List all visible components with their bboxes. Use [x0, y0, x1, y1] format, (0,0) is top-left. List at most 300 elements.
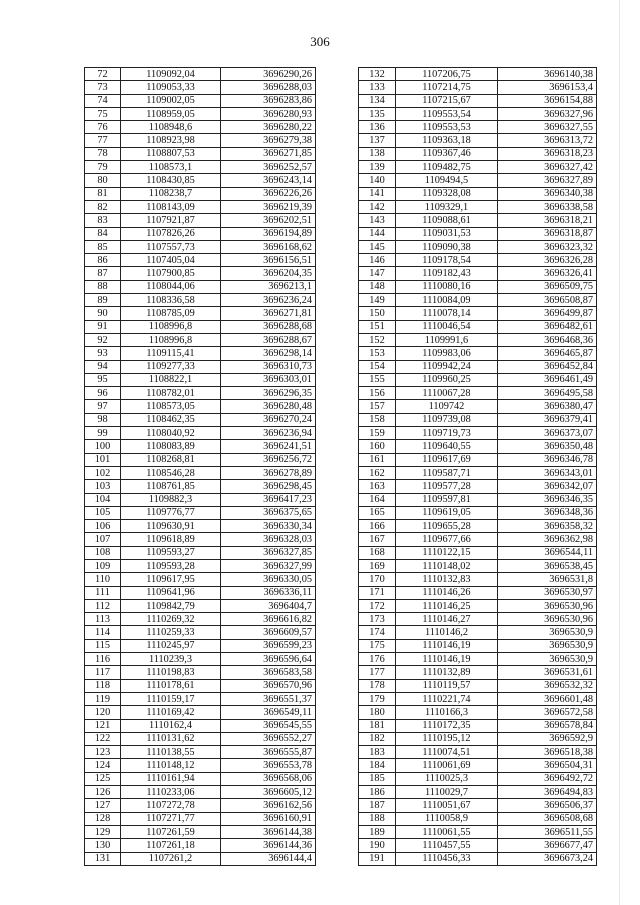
y-coordinate-cell: 3696375,65	[221, 506, 316, 519]
x-coordinate-cell: 1109363,18	[396, 134, 498, 147]
point-number-cell: 164	[359, 493, 396, 506]
point-number-cell: 144	[359, 227, 396, 240]
table-row	[359, 480, 597, 493]
table-row	[85, 347, 316, 360]
y-coordinate-cell: 3696283,86	[221, 94, 316, 107]
point-number-cell: 180	[359, 706, 396, 719]
x-coordinate-cell: 1108782,01	[121, 387, 221, 400]
table-row	[85, 413, 316, 426]
y-coordinate-cell: 3696298,14	[221, 347, 316, 360]
y-coordinate-cell: 3696226,26	[221, 187, 316, 200]
table-row	[85, 333, 316, 346]
x-coordinate-cell: 1108143,09	[121, 200, 221, 213]
table-row	[85, 360, 316, 373]
table-row	[359, 666, 597, 679]
point-number-cell: 115	[85, 639, 121, 652]
point-number-cell: 177	[359, 666, 396, 679]
table-row	[85, 440, 316, 453]
x-coordinate-cell: 1109776,77	[121, 506, 221, 519]
point-number-cell: 181	[359, 719, 396, 732]
x-coordinate-cell: 1109597,81	[396, 493, 498, 506]
point-number-cell: 116	[85, 653, 121, 666]
point-number-cell: 179	[359, 692, 396, 705]
y-coordinate-cell: 3696327,42	[498, 161, 597, 174]
x-coordinate-cell: 1109842,79	[121, 599, 221, 612]
point-number-cell: 75	[85, 107, 121, 120]
y-coordinate-cell: 3696468,36	[498, 333, 597, 346]
point-number-cell: 96	[85, 387, 121, 400]
point-number-cell: 186	[359, 786, 396, 799]
y-coordinate-cell: 3696530,9	[498, 626, 597, 639]
y-coordinate-cell: 3696404,7	[221, 599, 316, 612]
y-coordinate-cell: 3696144,38	[221, 825, 316, 838]
table-row	[359, 453, 597, 466]
table-row	[85, 599, 316, 612]
x-coordinate-cell: 1109960,25	[396, 373, 498, 386]
x-coordinate-cell: 1110233,06	[121, 786, 221, 799]
x-coordinate-cell: 1108083,89	[121, 440, 221, 453]
table-row	[85, 400, 316, 413]
point-number-cell: 142	[359, 200, 396, 213]
y-coordinate-cell: 3696518,38	[498, 746, 597, 759]
table-row	[85, 706, 316, 719]
table-row	[359, 294, 597, 307]
y-coordinate-cell: 3696346,78	[498, 453, 597, 466]
point-number-cell: 82	[85, 200, 121, 213]
table-row	[359, 639, 597, 652]
point-number-cell: 84	[85, 227, 121, 240]
point-number-cell: 120	[85, 706, 121, 719]
y-coordinate-cell: 3696530,9	[498, 639, 597, 652]
x-coordinate-cell: 1107272,78	[121, 799, 221, 812]
table-row	[359, 692, 597, 705]
y-coordinate-cell: 3696310,73	[221, 360, 316, 373]
point-number-cell: 190	[359, 839, 396, 852]
y-coordinate-cell: 3696508,87	[498, 294, 597, 307]
y-coordinate-cell: 3696461,49	[498, 373, 597, 386]
point-number-cell: 93	[85, 347, 121, 360]
x-coordinate-cell: 1107405,04	[121, 254, 221, 267]
x-coordinate-cell: 1108948,6	[121, 121, 221, 134]
x-coordinate-cell: 1109593,27	[121, 546, 221, 559]
point-number-cell: 158	[359, 413, 396, 426]
table-row	[359, 68, 597, 81]
table-row	[85, 466, 316, 479]
table-row	[359, 161, 597, 174]
x-coordinate-cell: 1109617,95	[121, 573, 221, 586]
point-number-cell: 102	[85, 466, 121, 479]
table-row	[85, 227, 316, 240]
x-coordinate-cell: 1109617,69	[396, 453, 498, 466]
point-number-cell: 143	[359, 214, 396, 227]
table-row	[85, 559, 316, 572]
x-coordinate-cell: 1110146,19	[396, 653, 498, 666]
point-number-cell: 166	[359, 520, 396, 533]
table-row	[359, 121, 597, 134]
point-number-cell: 127	[85, 799, 121, 812]
table-row	[85, 373, 316, 386]
table-row	[359, 373, 597, 386]
table-row	[85, 387, 316, 400]
table-row	[85, 294, 316, 307]
table-row	[85, 81, 316, 94]
point-number-cell: 145	[359, 240, 396, 253]
x-coordinate-cell: 1107206,75	[396, 68, 498, 81]
y-coordinate-cell: 3696144,36	[221, 839, 316, 852]
table-row	[85, 666, 316, 679]
point-number-cell: 76	[85, 121, 121, 134]
point-number-cell: 169	[359, 559, 396, 572]
x-coordinate-cell: 1110259,33	[121, 626, 221, 639]
x-coordinate-cell: 1110245,97	[121, 639, 221, 652]
x-coordinate-cell: 1107214,75	[396, 81, 498, 94]
x-coordinate-cell: 1110169,42	[121, 706, 221, 719]
x-coordinate-cell: 1108573,05	[121, 400, 221, 413]
x-coordinate-cell: 1109991,6	[396, 333, 498, 346]
x-coordinate-cell: 1109618,89	[121, 533, 221, 546]
table-row	[359, 839, 597, 852]
y-coordinate-cell: 3696544,11	[498, 546, 597, 559]
point-number-cell: 113	[85, 613, 121, 626]
x-coordinate-cell: 1110198,83	[121, 666, 221, 679]
x-coordinate-cell: 1110456,33	[396, 852, 498, 865]
y-coordinate-cell: 3696327,89	[498, 174, 597, 187]
point-number-cell: 94	[85, 360, 121, 373]
point-number-cell: 157	[359, 400, 396, 413]
y-coordinate-cell: 3696532,32	[498, 679, 597, 692]
point-number-cell: 161	[359, 453, 396, 466]
y-coordinate-cell: 3696452,84	[498, 360, 597, 373]
y-coordinate-cell: 3696373,07	[498, 427, 597, 440]
y-coordinate-cell: 3696290,26	[221, 68, 316, 81]
table-row	[359, 719, 597, 732]
table-row	[359, 360, 597, 373]
y-coordinate-cell: 3696202,51	[221, 214, 316, 227]
y-coordinate-cell: 3696530,96	[498, 613, 597, 626]
x-coordinate-cell: 1107921,87	[121, 214, 221, 227]
table-row	[85, 94, 316, 107]
y-coordinate-cell: 3696552,27	[221, 732, 316, 745]
y-coordinate-cell: 3696578,84	[498, 719, 597, 732]
x-coordinate-cell: 1110131,62	[121, 732, 221, 745]
y-coordinate-cell: 3696417,23	[221, 493, 316, 506]
x-coordinate-cell: 1110221,74	[396, 692, 498, 705]
x-coordinate-cell: 1109494,5	[396, 174, 498, 187]
point-number-cell: 92	[85, 333, 121, 346]
x-coordinate-cell: 1108807,53	[121, 147, 221, 160]
y-coordinate-cell: 3696530,9	[498, 653, 597, 666]
table-row	[359, 520, 597, 533]
y-coordinate-cell: 3696492,72	[498, 772, 597, 785]
table-row	[359, 732, 597, 745]
point-number-cell: 188	[359, 812, 396, 825]
y-coordinate-cell: 3696162,56	[221, 799, 316, 812]
x-coordinate-cell: 1109983,06	[396, 347, 498, 360]
table-row	[85, 533, 316, 546]
table-row	[359, 320, 597, 333]
x-coordinate-cell: 1108238,7	[121, 187, 221, 200]
point-number-cell: 73	[85, 81, 121, 94]
table-row	[85, 427, 316, 440]
point-number-cell: 132	[359, 68, 396, 81]
y-coordinate-cell: 3696327,55	[498, 121, 597, 134]
x-coordinate-cell: 1109115,41	[121, 347, 221, 360]
point-number-cell: 176	[359, 653, 396, 666]
table-row	[359, 825, 597, 838]
x-coordinate-cell: 1108336,58	[121, 294, 221, 307]
table-row	[359, 214, 597, 227]
point-number-cell: 178	[359, 679, 396, 692]
point-number-cell: 85	[85, 240, 121, 253]
y-coordinate-cell: 3696327,85	[221, 546, 316, 559]
y-coordinate-cell: 3696153,4	[498, 81, 597, 94]
y-coordinate-cell: 3696570,96	[221, 679, 316, 692]
table-row	[359, 400, 597, 413]
table-row	[85, 639, 316, 652]
y-coordinate-cell: 3696270,24	[221, 413, 316, 426]
table-row	[359, 613, 597, 626]
y-coordinate-cell: 3696545,55	[221, 719, 316, 732]
y-coordinate-cell: 3696616,82	[221, 613, 316, 626]
table-row	[359, 227, 597, 240]
x-coordinate-cell: 1108546,28	[121, 466, 221, 479]
table-row	[85, 240, 316, 253]
x-coordinate-cell: 1109630,91	[121, 520, 221, 533]
y-coordinate-cell: 3696531,8	[498, 573, 597, 586]
x-coordinate-cell: 1107900,85	[121, 267, 221, 280]
y-coordinate-cell: 3696583,58	[221, 666, 316, 679]
y-coordinate-cell: 3696592,9	[498, 732, 597, 745]
table-row	[359, 786, 597, 799]
table-row	[85, 653, 316, 666]
point-number-cell: 160	[359, 440, 396, 453]
x-coordinate-cell: 1109090,38	[396, 240, 498, 253]
point-number-cell: 136	[359, 121, 396, 134]
y-coordinate-cell: 3696605,12	[221, 786, 316, 799]
x-coordinate-cell: 1110061,69	[396, 759, 498, 772]
point-number-cell: 119	[85, 692, 121, 705]
y-coordinate-cell: 3696530,96	[498, 599, 597, 612]
table-row	[359, 679, 597, 692]
table-row	[359, 852, 597, 865]
x-coordinate-cell: 1108040,92	[121, 427, 221, 440]
table-row	[85, 107, 316, 120]
table-row	[359, 586, 597, 599]
y-coordinate-cell: 3696506,37	[498, 799, 597, 812]
x-coordinate-cell: 1108268,81	[121, 453, 221, 466]
table-row	[359, 772, 597, 785]
x-coordinate-cell: 1110132,83	[396, 573, 498, 586]
point-number-cell: 133	[359, 81, 396, 94]
y-coordinate-cell: 3696327,96	[498, 107, 597, 120]
table-row	[85, 546, 316, 559]
point-number-cell: 149	[359, 294, 396, 307]
point-number-cell: 155	[359, 373, 396, 386]
table-row	[85, 68, 316, 81]
y-coordinate-cell: 3696549,11	[221, 706, 316, 719]
table-row	[85, 786, 316, 799]
y-coordinate-cell: 3696553,78	[221, 759, 316, 772]
y-coordinate-cell: 3696346,35	[498, 493, 597, 506]
y-coordinate-cell: 3696318,23	[498, 147, 597, 160]
x-coordinate-cell: 1110119,57	[396, 679, 498, 692]
table-row	[359, 107, 597, 120]
x-coordinate-cell: 1109182,43	[396, 267, 498, 280]
y-coordinate-cell: 3696495,58	[498, 387, 597, 400]
y-coordinate-cell: 3696278,89	[221, 466, 316, 479]
y-coordinate-cell: 3696538,45	[498, 559, 597, 572]
y-coordinate-cell: 3696271,85	[221, 147, 316, 160]
x-coordinate-cell: 1108044,06	[121, 280, 221, 293]
table-row	[85, 280, 316, 293]
y-coordinate-cell: 3696280,22	[221, 121, 316, 134]
table-row	[85, 453, 316, 466]
point-number-cell: 111	[85, 586, 121, 599]
point-number-cell: 154	[359, 360, 396, 373]
point-number-cell: 103	[85, 480, 121, 493]
y-coordinate-cell: 3696154,88	[498, 94, 597, 107]
y-coordinate-cell: 3696494,83	[498, 786, 597, 799]
table-row	[85, 613, 316, 626]
point-number-cell: 135	[359, 107, 396, 120]
table-row	[359, 559, 597, 572]
point-number-cell: 139	[359, 161, 396, 174]
point-number-cell: 138	[359, 147, 396, 160]
point-number-cell: 168	[359, 546, 396, 559]
table-row	[359, 267, 597, 280]
table-row	[85, 772, 316, 785]
x-coordinate-cell: 1110457,55	[396, 839, 498, 852]
table-row	[85, 799, 316, 812]
table-row	[359, 147, 597, 160]
point-number-cell: 183	[359, 746, 396, 759]
point-number-cell: 150	[359, 307, 396, 320]
y-coordinate-cell: 3696280,93	[221, 107, 316, 120]
table-row	[359, 254, 597, 267]
y-coordinate-cell: 3696326,28	[498, 254, 597, 267]
table-row	[85, 719, 316, 732]
x-coordinate-cell: 1109882,3	[121, 493, 221, 506]
x-coordinate-cell: 1109577,28	[396, 480, 498, 493]
x-coordinate-cell: 1110080,16	[396, 280, 498, 293]
y-coordinate-cell: 3696298,45	[221, 480, 316, 493]
y-coordinate-cell: 3696140,38	[498, 68, 597, 81]
x-coordinate-cell: 1108923,98	[121, 134, 221, 147]
point-number-cell: 81	[85, 187, 121, 200]
table-row	[85, 839, 316, 852]
point-number-cell: 140	[359, 174, 396, 187]
table-row	[85, 254, 316, 267]
table-row	[85, 506, 316, 519]
y-coordinate-cell: 3696336,11	[221, 586, 316, 599]
table-row	[85, 825, 316, 838]
point-number-cell: 101	[85, 453, 121, 466]
x-coordinate-cell: 1109553,54	[396, 107, 498, 120]
point-number-cell: 147	[359, 267, 396, 280]
point-number-cell: 72	[85, 68, 121, 81]
point-number-cell: 122	[85, 732, 121, 745]
point-number-cell: 91	[85, 320, 121, 333]
y-coordinate-cell: 3696482,61	[498, 320, 597, 333]
y-coordinate-cell: 3696340,38	[498, 187, 597, 200]
point-number-cell: 88	[85, 280, 121, 293]
y-coordinate-cell: 3696330,34	[221, 520, 316, 533]
table-row	[85, 573, 316, 586]
table-row	[359, 187, 597, 200]
y-coordinate-cell: 3696508,68	[498, 812, 597, 825]
y-coordinate-cell: 3696194,89	[221, 227, 316, 240]
point-number-cell: 171	[359, 586, 396, 599]
x-coordinate-cell: 1107261,59	[121, 825, 221, 838]
x-coordinate-cell: 1108462,35	[121, 413, 221, 426]
y-coordinate-cell: 3696243,14	[221, 174, 316, 187]
y-coordinate-cell: 3696530,97	[498, 586, 597, 599]
point-number-cell: 129	[85, 825, 121, 838]
x-coordinate-cell: 1110046,54	[396, 320, 498, 333]
point-number-cell: 130	[85, 839, 121, 852]
point-number-cell: 141	[359, 187, 396, 200]
y-coordinate-cell: 3696144,4	[221, 852, 316, 865]
y-coordinate-cell: 3696551,37	[221, 692, 316, 705]
x-coordinate-cell: 1110122,15	[396, 546, 498, 559]
y-coordinate-cell: 3696673,24	[498, 852, 597, 865]
point-number-cell: 146	[359, 254, 396, 267]
x-coordinate-cell: 1110058,9	[396, 812, 498, 825]
x-coordinate-cell: 1109277,33	[121, 360, 221, 373]
x-coordinate-cell: 1109619,05	[396, 506, 498, 519]
y-coordinate-cell: 3696204,35	[221, 267, 316, 280]
x-coordinate-cell: 1107261,18	[121, 839, 221, 852]
y-coordinate-cell: 3696358,32	[498, 520, 597, 533]
table-row	[359, 506, 597, 519]
table-row	[359, 413, 597, 426]
table-row	[359, 200, 597, 213]
point-number-cell: 184	[359, 759, 396, 772]
point-number-cell: 175	[359, 639, 396, 652]
x-coordinate-cell: 1110025,3	[396, 772, 498, 785]
y-coordinate-cell: 3696338,58	[498, 200, 597, 213]
x-coordinate-cell: 1110172,35	[396, 719, 498, 732]
table-row	[85, 147, 316, 160]
x-coordinate-cell: 1110146,27	[396, 613, 498, 626]
point-number-cell: 114	[85, 626, 121, 639]
y-coordinate-cell: 3696219,39	[221, 200, 316, 213]
point-number-cell: 163	[359, 480, 396, 493]
y-coordinate-cell: 3696280,48	[221, 400, 316, 413]
y-coordinate-cell: 3696327,99	[221, 559, 316, 572]
y-coordinate-cell: 3696465,87	[498, 347, 597, 360]
table-row	[85, 320, 316, 333]
y-coordinate-cell: 3696609,57	[221, 626, 316, 639]
point-number-cell: 95	[85, 373, 121, 386]
point-number-cell: 170	[359, 573, 396, 586]
x-coordinate-cell: 1110146,26	[396, 586, 498, 599]
table-row	[85, 214, 316, 227]
table-row	[359, 94, 597, 107]
point-number-cell: 153	[359, 347, 396, 360]
table-row	[359, 653, 597, 666]
y-coordinate-cell: 3696531,61	[498, 666, 597, 679]
x-coordinate-cell: 1110148,02	[396, 559, 498, 572]
point-number-cell: 97	[85, 400, 121, 413]
table-row	[85, 692, 316, 705]
point-number-cell: 78	[85, 147, 121, 160]
x-coordinate-cell: 1108785,09	[121, 307, 221, 320]
point-number-cell: 90	[85, 307, 121, 320]
point-number-cell: 124	[85, 759, 121, 772]
y-coordinate-cell: 3696504,31	[498, 759, 597, 772]
x-coordinate-cell: 1110061,55	[396, 825, 498, 838]
